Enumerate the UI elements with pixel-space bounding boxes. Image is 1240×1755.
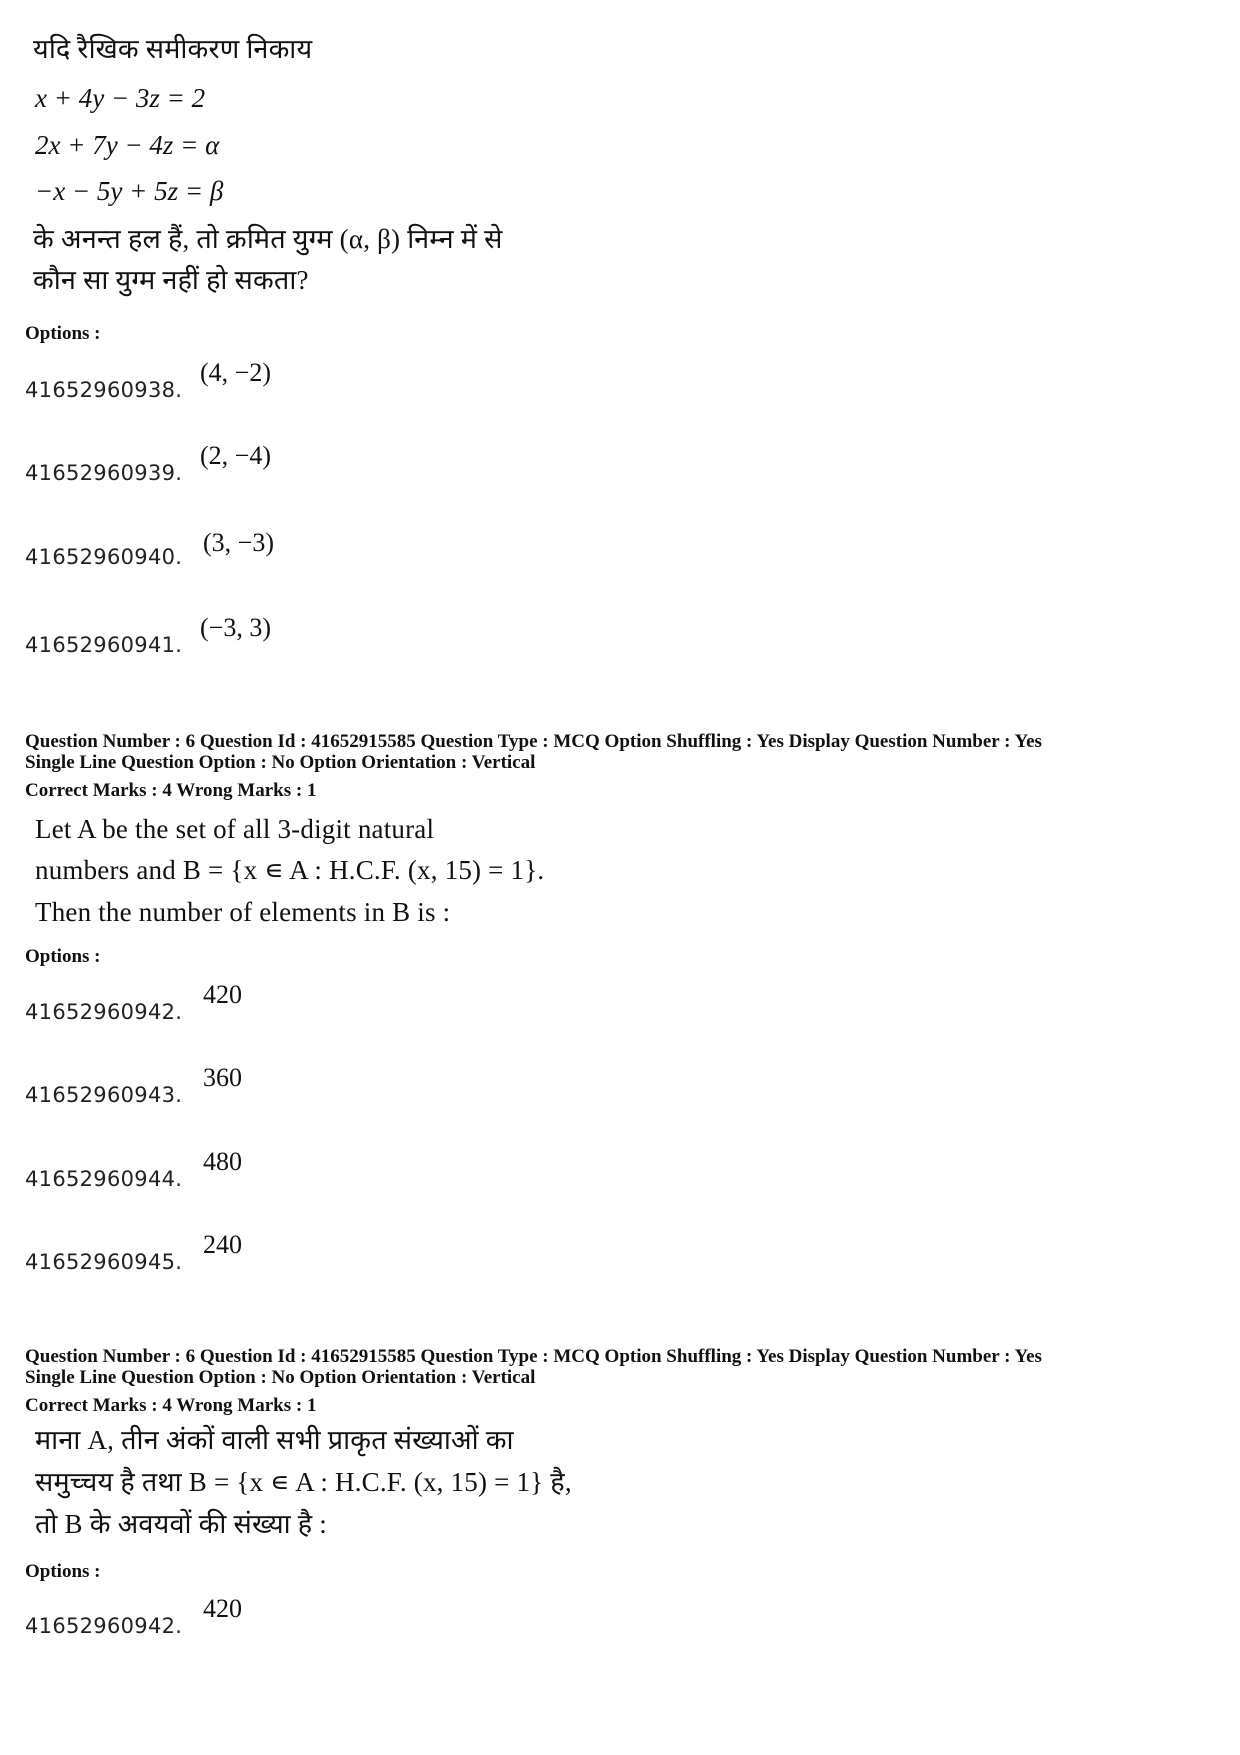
option-value[interactable]: 240: [203, 1230, 242, 1259]
option-value[interactable]: (3, −3): [203, 528, 274, 557]
option-id: 41652960940.: [25, 545, 183, 569]
question-text-line2: numbers and B = {x ∊ A : H.C.F. (x, 15) = 1}.: [35, 855, 545, 885]
question-marks: Correct Marks : 4 Wrong Marks : 1: [25, 780, 317, 801]
option-value[interactable]: (4, −2): [200, 358, 271, 387]
question-text-hindi-line2: समुच्चय है तथा B = {x ∊ A : H.C.F. (x, 15) = 1} है,: [35, 1467, 572, 1497]
question-text-hindi-intro: यदि रैखिक समीकरण निकाय: [33, 34, 313, 64]
option-value[interactable]: 480: [203, 1147, 242, 1176]
option-value[interactable]: (2, −4): [200, 441, 271, 470]
options-label: Options :: [25, 1561, 101, 1582]
option-id: 41652960941.: [25, 633, 183, 657]
option-id: 41652960945.: [25, 1250, 183, 1274]
question-text-hindi-line1: के अनन्त हल हैं, तो क्रमित युग्म (α, β) निम्न में से: [33, 224, 503, 254]
question-text-hindi-line1: माना A, तीन अंकों वाली सभी प्राकृत संख्याओं का: [35, 1425, 514, 1455]
question-meta-line2: Single Line Question Option : No Option Orientation : Vertical: [25, 752, 536, 773]
option-id: 41652960942.: [25, 1000, 183, 1024]
question-marks: Correct Marks : 4 Wrong Marks : 1: [25, 1395, 317, 1416]
option-id: 41652960938.: [25, 378, 183, 402]
equation-2: 2x + 7y − 4z = α: [35, 130, 220, 160]
question-text-hindi-line2: कौन सा युग्म नहीं हो सकता?: [33, 265, 309, 295]
option-value[interactable]: 420: [203, 980, 242, 1009]
question-meta-line2: Single Line Question Option : No Option Orientation : Vertical: [25, 1367, 536, 1388]
option-id: 41652960943.: [25, 1083, 183, 1107]
question-meta-line1: Question Number : 6 Question Id : 41652915585 Question Type : MCQ Option Shuffling : Yes Display Question Number : Yes: [25, 731, 1042, 752]
options-label: Options :: [25, 946, 101, 967]
option-id: 41652960942.: [25, 1614, 183, 1638]
option-value[interactable]: 420: [203, 1594, 242, 1623]
option-id: 41652960944.: [25, 1167, 183, 1191]
option-value[interactable]: 360: [203, 1063, 242, 1092]
options-label: Options :: [25, 323, 101, 344]
question-text-hindi-line3: तो B के अवयवों की संख्या है :: [35, 1509, 327, 1539]
option-id: 41652960939.: [25, 461, 183, 485]
equation-1: x + 4y − 3z = 2: [35, 83, 206, 113]
question-text-line1: Let A be the set of all 3-digit natural: [35, 814, 435, 844]
option-value[interactable]: (−3, 3): [200, 613, 271, 642]
equation-3: −x − 5y + 5z = β: [35, 176, 224, 206]
question-text-line3: Then the number of elements in B is :: [35, 897, 451, 927]
question-meta-line1: Question Number : 6 Question Id : 41652915585 Question Type : MCQ Option Shuffling : Yes Display Question Number : Yes: [25, 1346, 1042, 1367]
